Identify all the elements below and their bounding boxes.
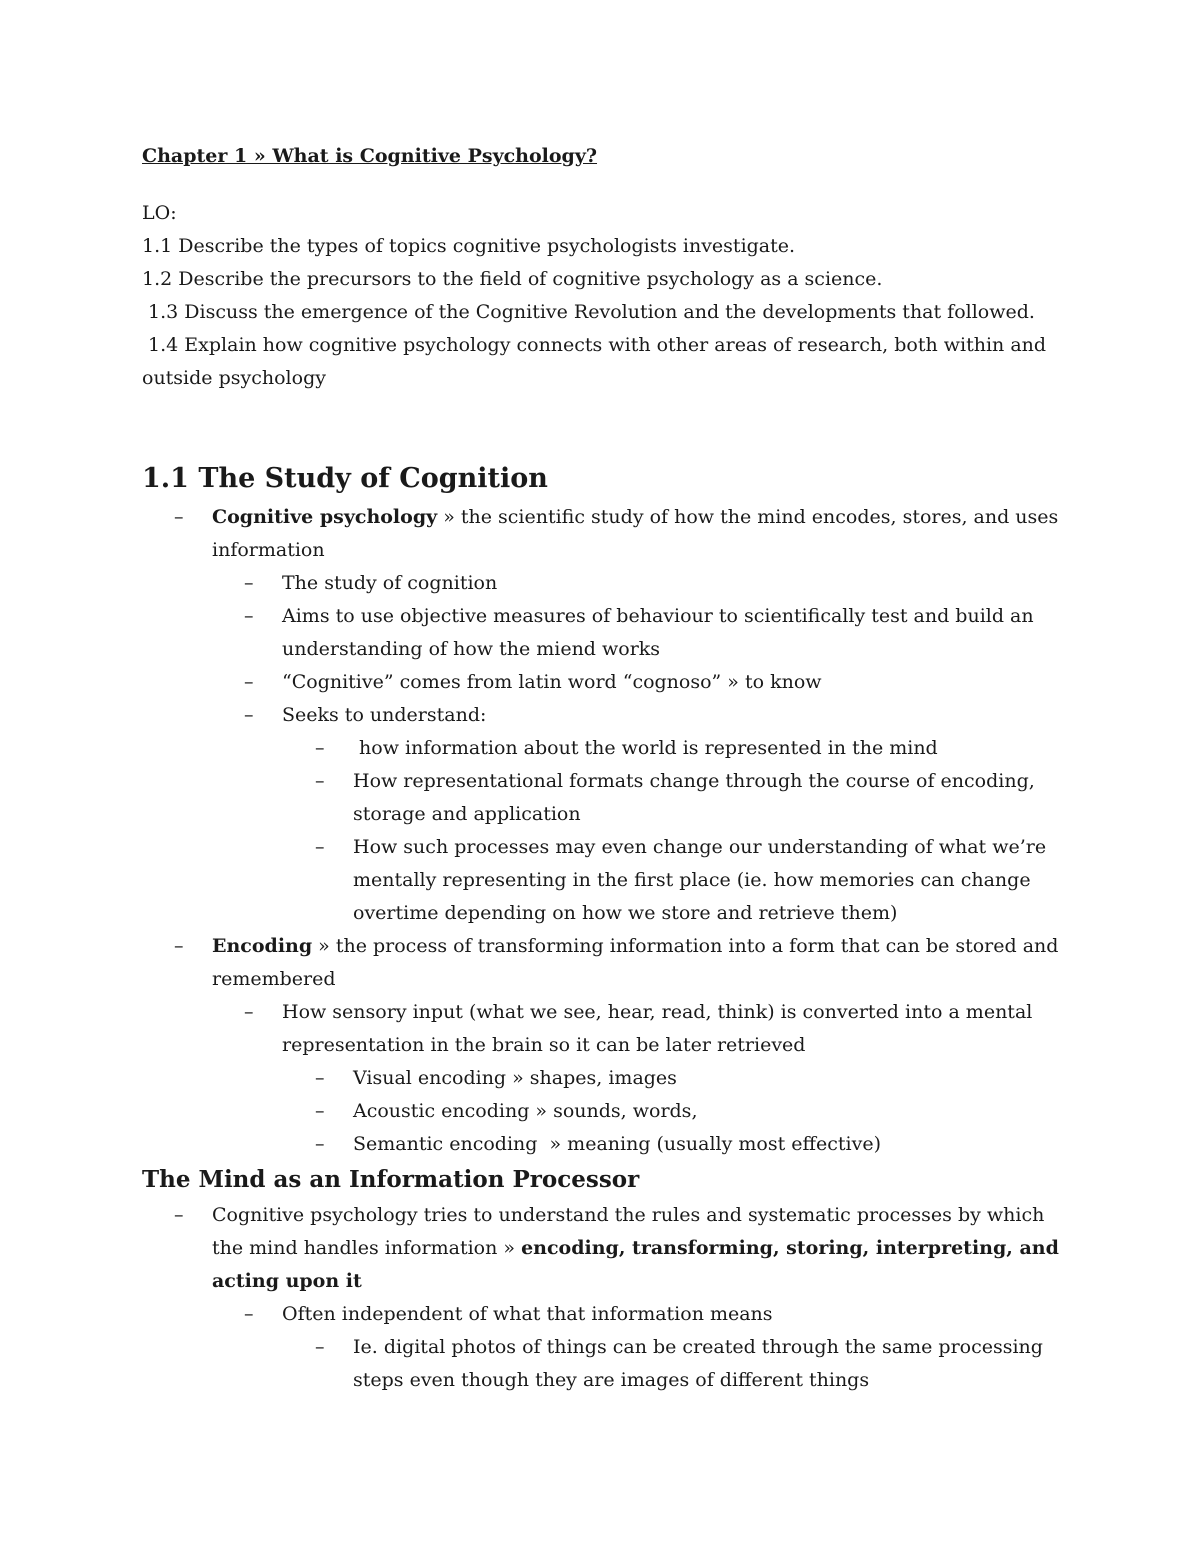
bullet-dash: – bbox=[174, 935, 184, 957]
list-item bbox=[315, 1331, 1072, 1397]
list-item bbox=[315, 1095, 1072, 1128]
list-item-text: Seeks to understand: bbox=[282, 704, 487, 726]
bullet-dash: – bbox=[315, 1067, 325, 1089]
list-item bbox=[315, 1062, 1072, 1095]
bullet-information-processor bbox=[174, 1199, 1072, 1298]
lo-label: LO: bbox=[142, 202, 177, 224]
bullet-dash: – bbox=[315, 1100, 325, 1122]
list-item bbox=[244, 699, 1072, 732]
list-item-text: Visual encoding » shapes, images bbox=[353, 1067, 677, 1089]
bullet-dash: – bbox=[315, 737, 325, 759]
document-page bbox=[142, 140, 1072, 1397]
term-encoding: Encoding bbox=[212, 935, 313, 957]
section-heading-information-processor: The Mind as an Information Processor bbox=[142, 1166, 640, 1193]
bullet-dash: – bbox=[244, 671, 254, 693]
list-item bbox=[315, 831, 1072, 930]
list-item-text: Often independent of what that information means bbox=[282, 1303, 773, 1325]
bullet-dash: – bbox=[174, 1204, 184, 1226]
list-item-text: How sensory input (what we see, hear, read, think) is converted into a mental representation in the brain so it can be later retrieved bbox=[282, 1001, 1033, 1056]
list-item-text: “Cognitive” comes from latin word “cognoso” » to know bbox=[282, 671, 822, 693]
list-item-text: Ie. digital photos of things can be created through the same processing steps even though they are images of different things bbox=[353, 1336, 1043, 1391]
definition-encoding: » the process of transforming information into a form that can be stored and remembered bbox=[212, 935, 1059, 990]
bullet-dash: – bbox=[315, 770, 325, 792]
list-item-text: Semantic encoding » meaning (usually most effective) bbox=[353, 1133, 882, 1155]
bullet-encoding bbox=[174, 930, 1072, 996]
list-item-text: Cognitive psychology tries to understand the rules and systematic processes by which the mind handles information » bbox=[212, 1204, 1045, 1259]
list-item-text: How representational formats change through the course of encoding, storage and application bbox=[353, 770, 1035, 825]
list-item bbox=[244, 567, 1072, 600]
bullet-dash: – bbox=[244, 1303, 254, 1325]
bullet-dash: – bbox=[244, 605, 254, 627]
section-heading-study-of-cognition: 1.1 The Study of Cognition bbox=[142, 463, 548, 494]
list-item bbox=[244, 600, 1072, 666]
chapter-title: Chapter 1 » What is Cognitive Psychology? bbox=[142, 145, 598, 167]
bullet-dash: – bbox=[315, 1133, 325, 1155]
bullet-dash: – bbox=[244, 572, 254, 594]
list-item-text: The study of cognition bbox=[282, 572, 498, 594]
bullet-dash: – bbox=[174, 506, 184, 528]
lo-item-4: 1.4 Explain how cognitive psychology connects with other areas of research, both within and outside psychology bbox=[142, 334, 1053, 389]
list-item-text: how information about the world is represented in the mind bbox=[353, 737, 938, 759]
definition-cognitive-psychology: » the scientific study of how the mind encodes, stores, and uses information bbox=[212, 506, 1059, 561]
list-item bbox=[315, 765, 1072, 831]
list-item-text: How such processes may even change our understanding of what we’re mentally representing in the first place (ie. how memories can change overtime depending on how we store and retrieve them) bbox=[353, 836, 1047, 924]
lo-item-3: 1.3 Discuss the emergence of the Cognitive Revolution and the developments that followed. bbox=[142, 301, 1035, 323]
list-item bbox=[244, 1298, 1072, 1331]
bullet-dash: – bbox=[244, 1001, 254, 1023]
bullet-cognitive-psychology bbox=[174, 501, 1072, 567]
list-item bbox=[315, 732, 1072, 765]
term-cognitive-psychology: Cognitive psychology bbox=[212, 506, 438, 528]
bullet-dash: – bbox=[244, 704, 254, 726]
list-item bbox=[315, 1128, 1072, 1161]
list-item-text: Acoustic encoding » sounds, words, bbox=[353, 1100, 698, 1122]
list-item-bold-text: encoding, transforming, storing, interpreting, and acting upon it bbox=[212, 1237, 1059, 1292]
bullet-dash: – bbox=[315, 836, 325, 858]
learning-objectives bbox=[142, 197, 1072, 395]
list-item bbox=[244, 996, 1072, 1062]
lo-item-2: 1.2 Describe the precursors to the field of cognitive psychology as a science. bbox=[142, 268, 883, 290]
lo-item-1: 1.1 Describe the types of topics cognitive psychologists investigate. bbox=[142, 235, 796, 257]
bullet-dash: – bbox=[315, 1336, 325, 1358]
list-item bbox=[244, 666, 1072, 699]
list-item-text: Aims to use objective measures of behaviour to scientifically test and build an understanding of how the miend works bbox=[282, 605, 1034, 660]
